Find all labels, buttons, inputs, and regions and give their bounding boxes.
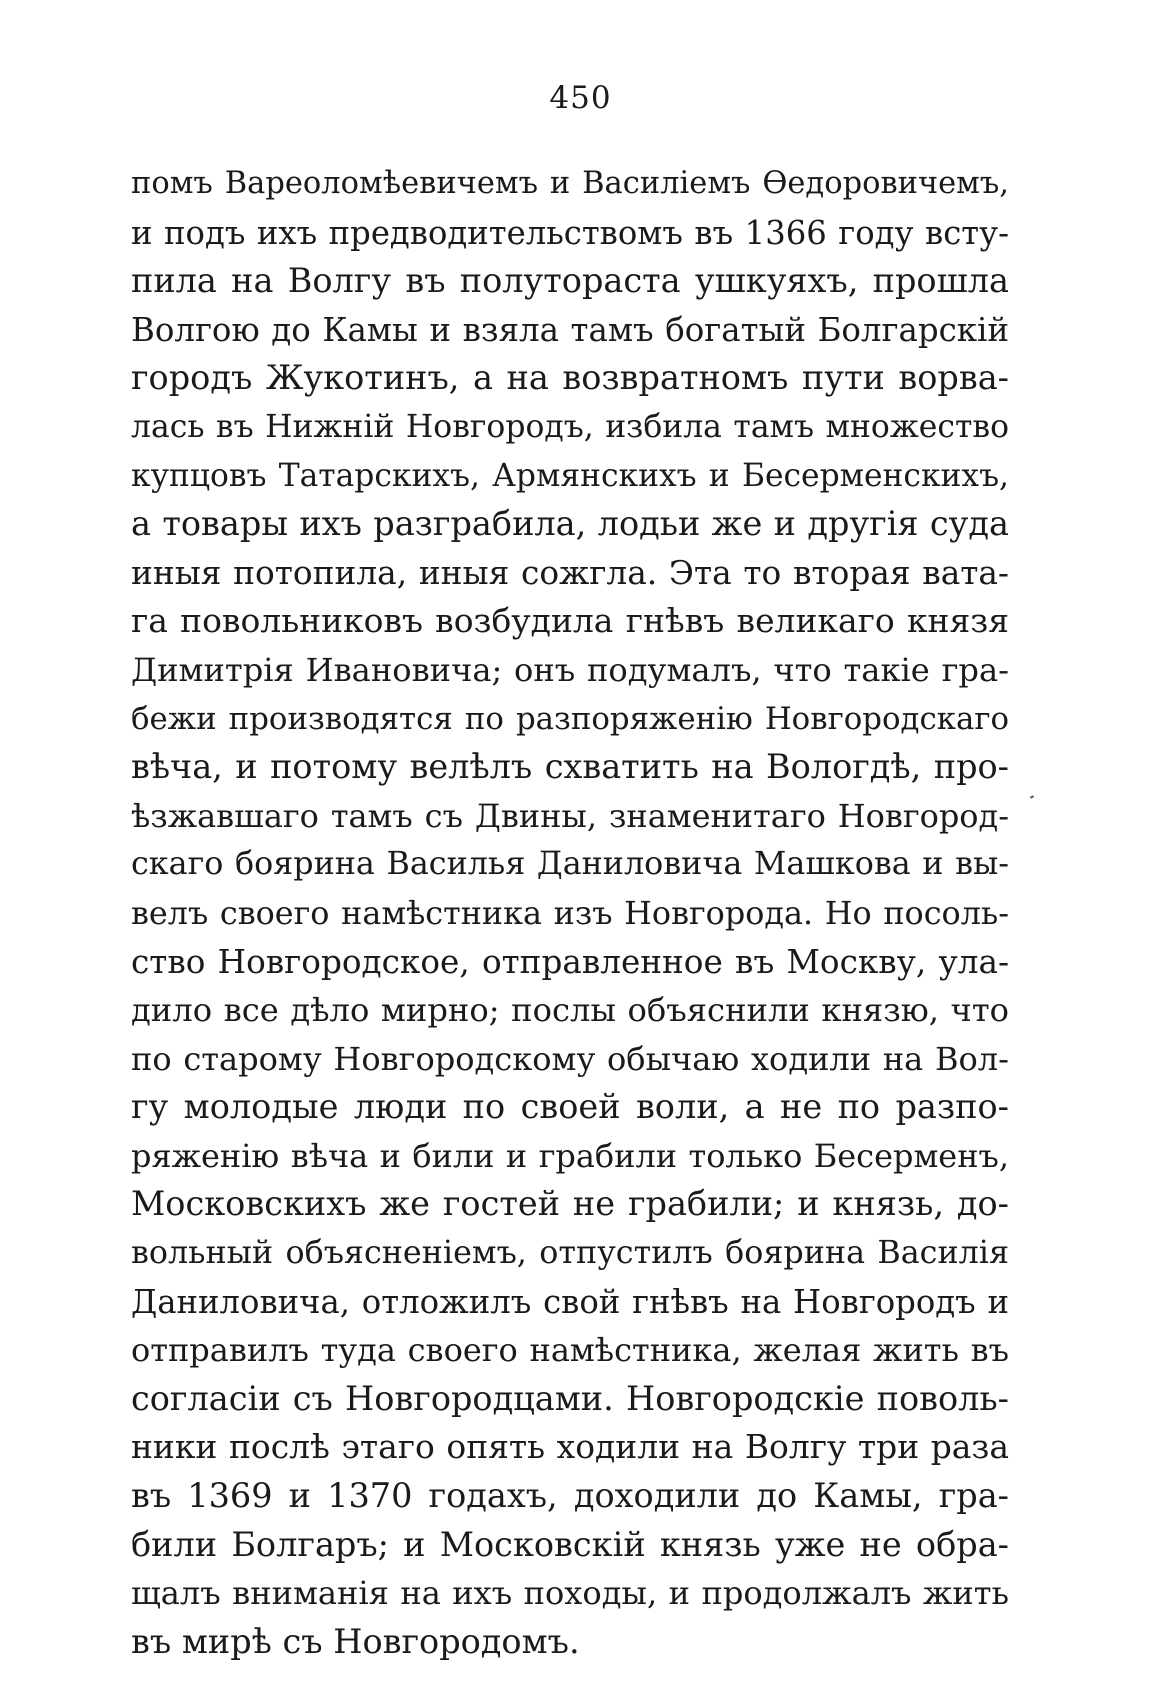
text-line: га повольниковъ возбудила гнѣвъ великаго князя [131, 601, 1009, 641]
text-line: пила на Волгу въ полутораста ушкуяхъ, прошла [131, 261, 1009, 301]
text-line: скаго боярина Василья Даниловича Машкова и вы- [131, 846, 1009, 883]
text-line: ряженію вѣча и били и грабили только Бесерменъ, [131, 1136, 1009, 1175]
text-line: ѣзжавшаго тамъ съ Двины, знаменитаго Новгород- [131, 796, 1009, 835]
text-line: городъ Жукотинъ, а на возвратномъ пути ворва- [131, 358, 1009, 398]
text-line: гу молодые люди по своей воли, а не по разпо- [131, 1087, 1009, 1127]
text-line: вѣча, и потому велѣлъ схватить на Вологдѣ, про- [131, 747, 1009, 787]
text-line: бежи производятся по разпоряженію Новгородскаго [131, 700, 1009, 737]
text-line: Московскихъ же гостей не грабили; и князь, до- [131, 1184, 1009, 1224]
text-line: ство Новгородское, отправленное въ Москву, ула- [131, 942, 1009, 981]
text-line: купцовъ Татарскихъ, Армянскихъ и Бесерменскихъ, [131, 457, 1009, 494]
text-line: ники послѣ этаго опять ходили на Волгу три раза [131, 1427, 1009, 1467]
text-line: а товары ихъ разграбила, лодьи же и другія суда [131, 504, 1009, 544]
text-line: по старому Новгородскому обычаю ходили на Вол- [131, 1039, 1009, 1078]
body-text [131, 160, 1009, 1666]
page-number: 450 [549, 80, 612, 116]
text-line: Димитрія Ивановича; онъ подумалъ, что такіе гра- [131, 650, 1009, 689]
text-line: Волгою до Камы и взяла тамъ богатый Болгарскій [131, 310, 1009, 349]
text-line: Даниловича, отложилъ свой гнѣвъ на Новгородъ и [131, 1282, 1009, 1321]
text-line: въ мирѣ съ Новгородомъ. [131, 1621, 580, 1661]
text-line: согласіи съ Новгородцами. Новгородскіе поволь- [131, 1378, 1009, 1418]
text-line: и подъ ихъ предводительствомъ въ 1366 году всту- [131, 213, 1009, 252]
text-line: щалъ вниманія на ихъ походы, и продолжалъ жить [131, 1574, 1009, 1613]
text-line: отправилъ туда своего намѣстника, желая жить въ [131, 1331, 1009, 1370]
text-line: лась въ Нижній Новгородъ, избила тамъ множество [131, 408, 1009, 445]
text-line: велъ своего намѣстника изъ Новгорода. Но посоль- [131, 893, 1009, 932]
text-line: въ 1369 и 1370 годахъ, доходили до Камы, гра- [131, 1476, 1009, 1516]
text-line: дило все дѣло мирно; послы объяснили князю, что [131, 991, 1009, 1030]
text-line: вольный объясненіемъ, отпустилъ боярина Василія [131, 1235, 1009, 1272]
ink-speck [1030, 795, 1034, 799]
text-line: били Болгаръ; и Московскій князь уже не обра- [131, 1524, 1009, 1564]
text-line: помъ Вареоломѣевичемъ и Василіемъ Өедоровичемъ, [131, 166, 1009, 201]
text-line: иныя потопила, иныя сожгла. Эта то вторая вата- [131, 553, 1009, 592]
